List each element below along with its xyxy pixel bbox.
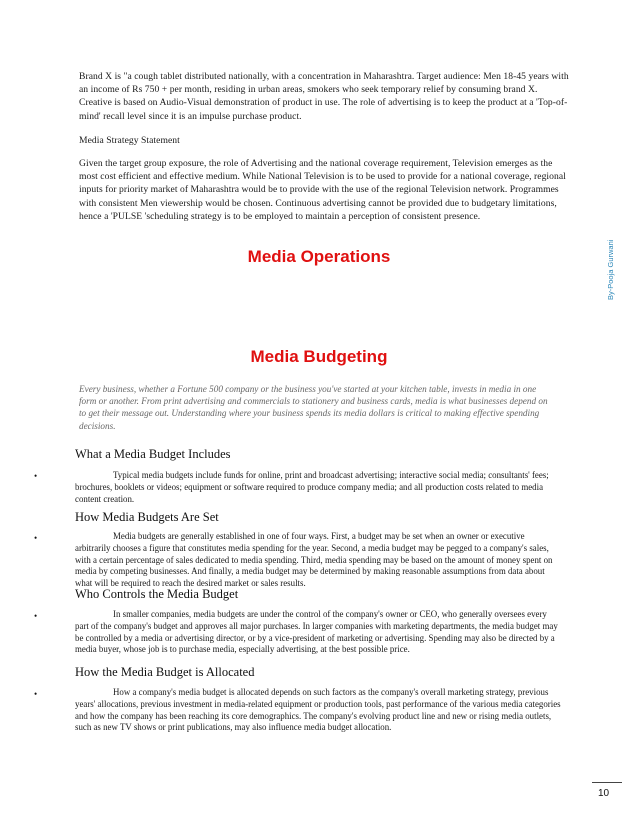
strategy-label: Media Strategy Statement [79, 135, 180, 146]
media-operations-title: Media Operations [247, 247, 391, 266]
heading-who-controls: Who Controls the Media Budget [75, 587, 239, 601]
item-body: In smaller companies, media budgets are under the control of the company's owner or CEO, who generally oversees every part of the company's budget and approves all major purchases. In larger companies with marketing departments, the media budget may be controlled by a media or advertising director, or by a vice-president of marketing or advertising. Spending may also be directed by a media buyer, whose job is to purchase media, especially advertising, at the best possible price. [75, 609, 558, 655]
strategy-paragraph: Given the target group exposure, the role of Advertising and the national coverage requirement, Television emerges as the most cost efficient and effective medium. While National Television is to be used to provide for a national coverage, regional inputs for priority market of Maharashtra would be to provide with the use of the regional Television network. Programmes with consistent Men viewership would be chosen. Continuous advertising cannot be provided due to budgetary limitations, hence a 'PULSE 'scheduling strategy is to be employed to maintain a perception of consistent presence. [79, 158, 566, 222]
heading-how-set: How Media Budgets Are Set [75, 510, 219, 524]
media-budgeting-title: Media Budgeting [250, 347, 388, 366]
footer-divider [592, 782, 622, 783]
intro-paragraph: Every business, whether a Fortune 500 company or the business you've started at your kitchen table, invests in media in one form or another. From print advertising and commercials to stationery and business cards, media is what businesses depend on to get their message out. Understanding where your business spends its media dollars is critical to making effective spending decisions. [79, 384, 548, 431]
item-body: Typical media budgets include funds for online, print and broadcast advertising; interactive social media; consultants' fees; brochures, booklets or videos; equipment or software required to produce company media; and all production costs related to media content creation. [75, 470, 549, 504]
list-item-text [75, 470, 561, 505]
list-item-text [75, 531, 561, 590]
brand-paragraph: Brand X is "a cough tablet distributed nationally, with a concentration in Maharashtra. Target audience: Men 18-45 years with an income of Rs 750 + per month, residing in urban areas, smokers who seek temporary relief by consuming brand X. Creative is based on Audio-Visual demonstration of product in use. The role of advertising is to keep the product at a 'Top-of-mind' recall level since it is an impulse purchase product. [79, 71, 569, 122]
item-body: How a company's media budget is allocated depends on such factors as the company's overall marketing strategy, previous years' allocations, previous investment in media-related equipment or production tools, past performance of the various media categories and how the company has been reaching its core demographics. The company's evolving product line and new or rising media outlets, such as new TV shows or print publications, may also influence media budget allocation. [75, 687, 561, 733]
bullet-icon: • [34, 533, 38, 543]
item-body: Media budgets are generally established in one of four ways. First, a budget may be set when an owner or executive arbitrarily chooses a figure that constitutes media spending for the year. Second, a media budget may be pegged to a company's sales, with a certain percentage of sales dedicated to media spending. Third, media spending may be based on the amount of money spent on media by competing businesses. And finally, a media budget may be determined by making reasonable assumptions from data about what will be required to reach the desired market or sales results. [75, 531, 553, 589]
bullet-icon: • [34, 689, 38, 699]
list-item-text [75, 687, 561, 734]
heading-what-includes: What a Media Budget Includes [75, 447, 231, 461]
list-item-text [75, 609, 561, 656]
bullet-icon: • [34, 611, 38, 621]
bullet-icon: • [34, 471, 38, 481]
author-sidebar-label: By-Pooja Gurwani [606, 239, 615, 300]
page-number: 10 [598, 788, 610, 799]
heading-how-allocated: How the Media Budget is Allocated [75, 665, 255, 679]
